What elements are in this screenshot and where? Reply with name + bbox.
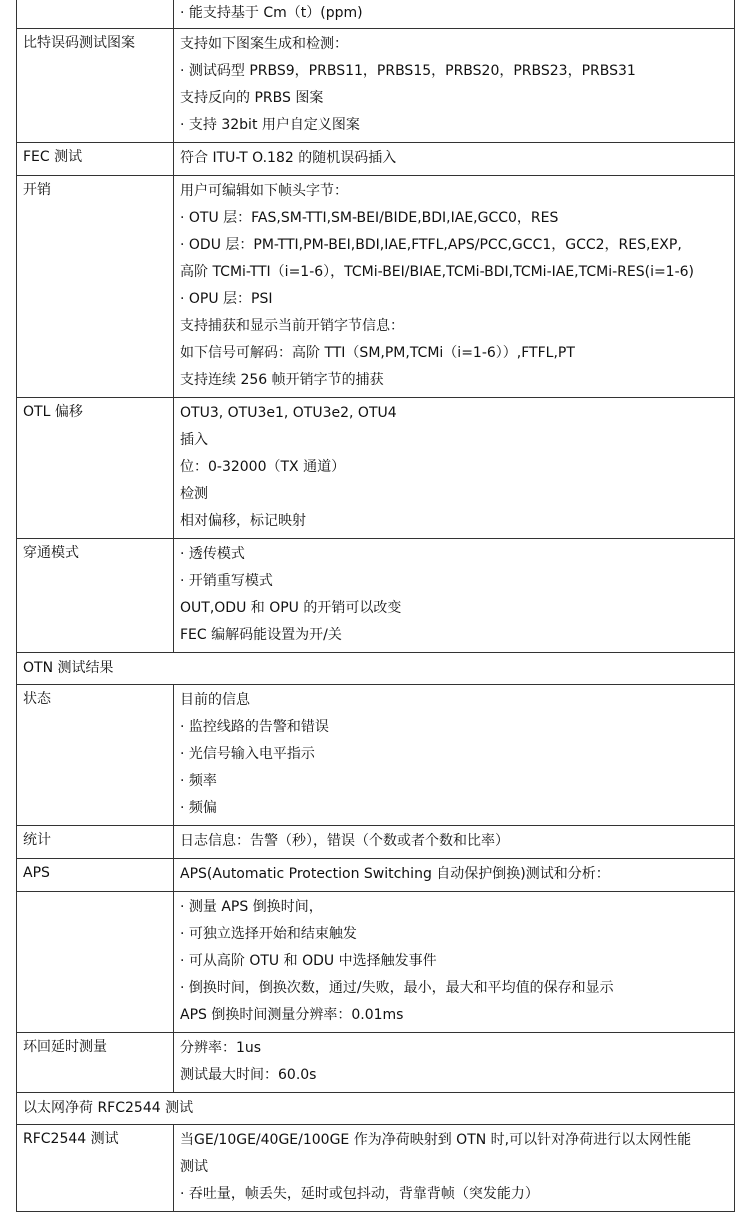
row-content [174,892,735,1033]
table-row [17,1125,735,1212]
row-label: 开销 [17,176,174,398]
content-line: · 可从高阶 OTU 和 ODU 中选择触发事件 [180,953,437,969]
row-content [174,826,735,859]
content-line: · 测量 APS 倒换时间， [180,899,323,915]
content-line: 如下信号可解码：高阶 TTI（SM,PM,TCMi（i=1-6））,FTFL,PT [180,345,575,361]
row-label: 状态 [17,685,174,826]
section-heading: OTN 测试结果 [17,653,735,685]
table-row [17,859,735,892]
row-content [174,685,735,826]
content-line: · 能支持基于 Cm（t）(ppm) [180,5,363,21]
row-label: 穿通模式 [17,539,174,653]
content-line: · 监控线路的告警和错误 [180,719,329,735]
content-line: 用户可编辑如下帧头字节： [180,183,348,199]
section-row [17,1093,735,1125]
row-label [17,892,174,1033]
row-label: RFC2544 测试 [17,1125,174,1212]
content-line: FEC 编解码能设置为开/关 [180,627,342,643]
spec-table-body [17,0,735,1212]
content-line: 检测 [180,486,208,502]
table-row [17,685,735,826]
content-line: 测试 [180,1159,208,1175]
table-row [17,826,735,859]
content-line: · ODU 层：PM-TTI,PM-BEI,BDI,IAE,FTFL,APS/PCC,GCC1，GCC2，RES,EXP, [180,237,682,253]
row-label: APS [17,859,174,892]
table-row [17,176,735,398]
content-line: 支持反向的 PRBS 图案 [180,90,324,106]
content-line: · 透传模式 [180,546,245,562]
row-content [174,176,735,398]
content-line: · 测试码型 PRBS9，PRBS11，PRBS15，PRBS20，PRBS23，PRBS31 [180,63,636,79]
row-content [174,143,735,176]
table-row [17,892,735,1033]
content-line: · 频率 [180,773,217,789]
content-line: · 吞吐量，帧丢失，延时或包抖动，背靠背帧（突发能力） [180,1186,539,1202]
row-content [174,0,735,29]
content-line: 位：0-32000（TX 通道） [180,459,346,475]
content-line: 符合 ITU-T O.182 的随机误码插入 [180,150,397,166]
table-row [17,143,735,176]
content-line: 相对偏移，标记映射 [180,513,306,529]
row-label: OTL 偏移 [17,398,174,539]
section-row [17,653,735,685]
row-content [174,1033,735,1093]
table-row [17,29,735,143]
content-line: OTU3, OTU3e1, OTU3e2, OTU4 [180,405,397,421]
table-row [17,398,735,539]
section-heading: 以太网净荷 RFC2544 测试 [17,1093,735,1125]
row-label: FEC 测试 [17,143,174,176]
content-line: 支持如下图案生成和检测： [180,36,348,52]
row-label: 环回延时测量 [17,1033,174,1093]
content-line: · 光信号输入电平指示 [180,746,315,762]
content-line: 日志信息：告警（秒），错误（个数或者个数和比率） [180,833,509,849]
content-line: · 可独立选择开始和结束触发 [180,926,357,942]
row-content [174,29,735,143]
content-line: 分辨率：1us [180,1040,262,1056]
table-row [17,1033,735,1093]
row-content [174,539,735,653]
content-line: APS(Automatic Protection Switching 自动保护倒换)测试和分析： [180,866,610,882]
row-content [174,859,735,892]
content-line: APS 倒换时间测量分辨率：0.01ms [180,1007,404,1023]
table-row [17,0,735,29]
content-line: 目前的信息 [180,692,250,708]
content-line: 插入 [180,432,208,448]
table-row [17,539,735,653]
content-line: 高阶 TCMi-TTI（i=1-6），TCMi-BEI/BIAE,TCMi-BDI,TCMi-IAE,TCMi-RES(i=1-6) [180,264,695,280]
content-line: · 倒换时间，倒换次数，通过/失败，最小，最大和平均值的保存和显示 [180,980,614,996]
content-line: 支持连续 256 帧开销字节的捕获 [180,372,384,388]
row-label: 比特误码测试图案 [17,29,174,143]
content-line: · OPU 层：PSI [180,291,273,307]
content-line: · 频偏 [180,800,217,816]
content-line: · 开销重写模式 [180,573,273,589]
row-content [174,1125,735,1212]
content-line: OUT,ODU 和 OPU 的开销可以改变 [180,600,402,616]
row-label: 统计 [17,826,174,859]
content-line: · OTU 层：FAS,SM-TTI,SM-BEI/BIDE,BDI,IAE,GCC0，RES [180,210,559,226]
content-line: 支持捕获和显示当前开销字节信息： [180,318,404,334]
content-line: 测试最大时间：60.0s [180,1067,317,1083]
row-content [174,398,735,539]
row-label [17,0,174,29]
content-line: · 支持 32bit 用户自定义图案 [180,117,360,133]
spec-table [16,0,735,1212]
content-line: 当GE/10GE/40GE/100GE 作为净荷映射到 OTN 时,可以针对净荷进行以太网性能 [180,1132,692,1148]
